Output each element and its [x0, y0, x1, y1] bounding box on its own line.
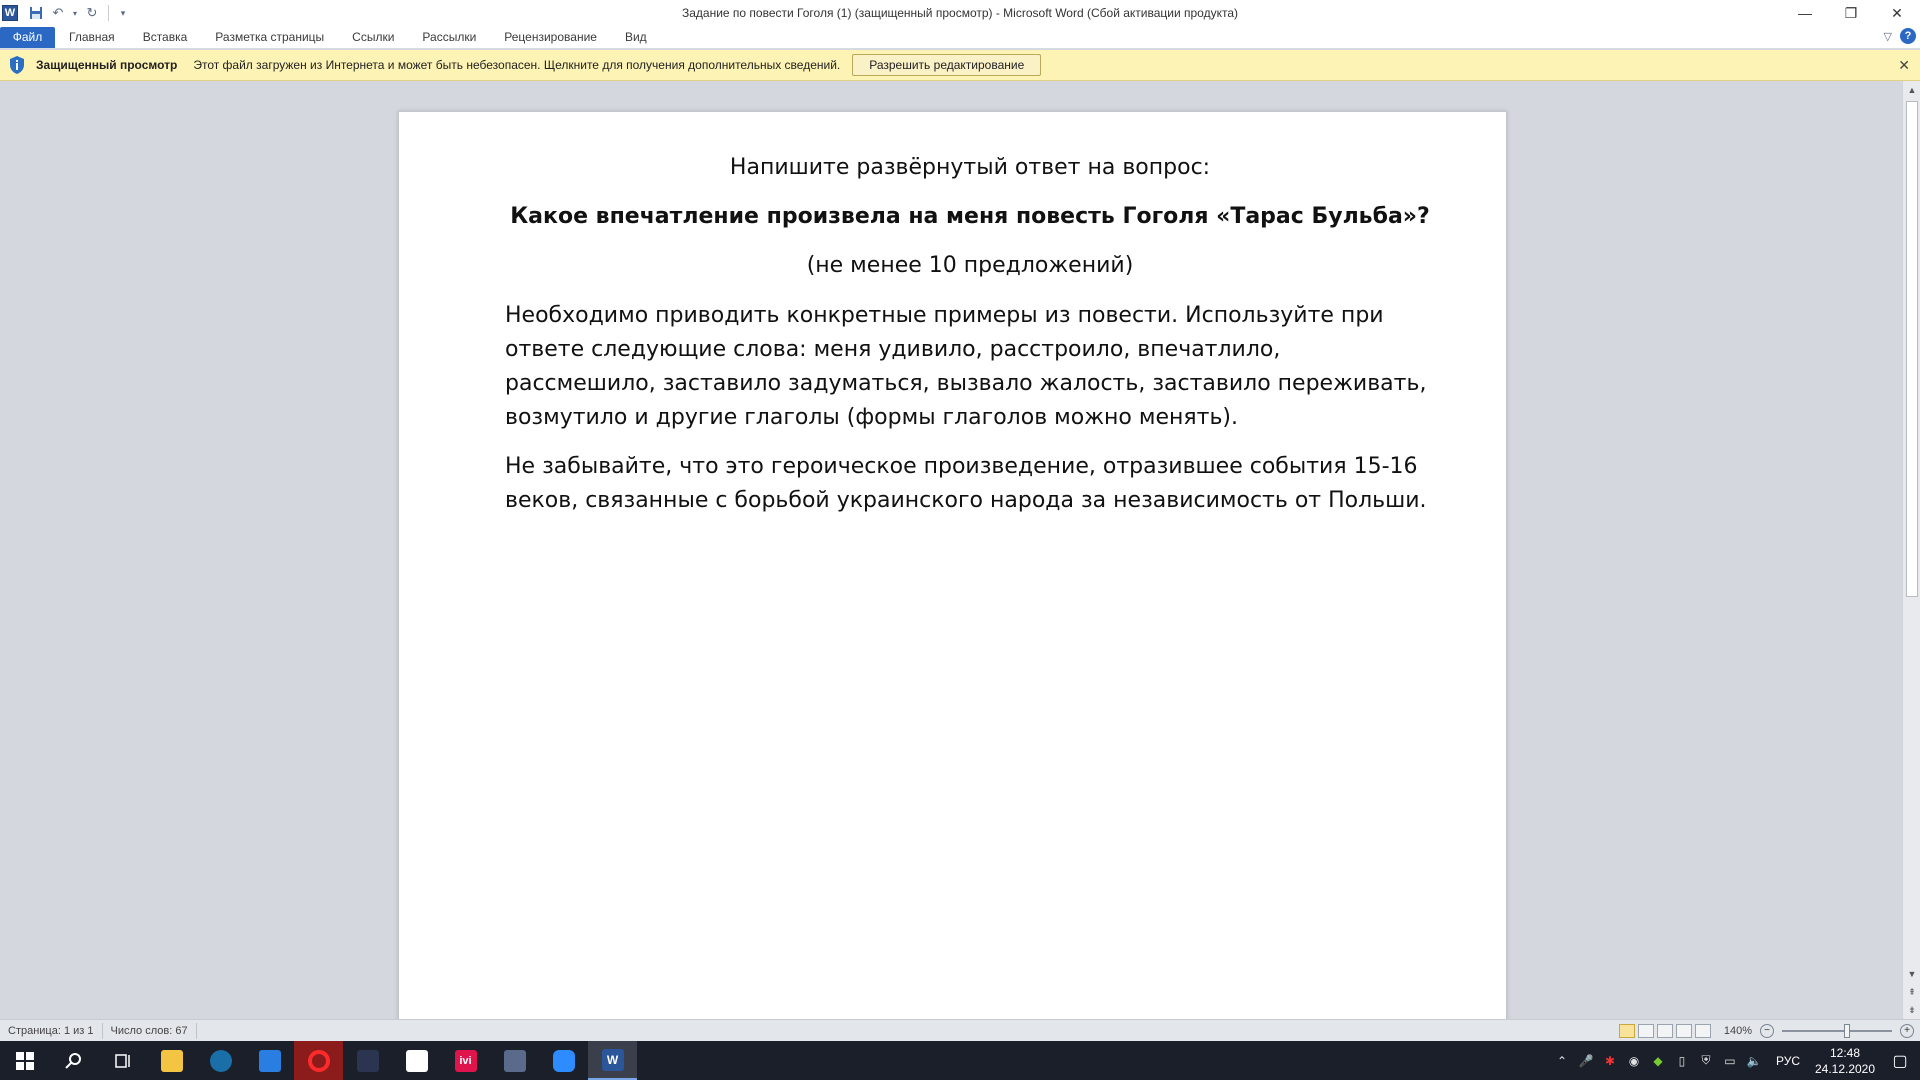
window-controls [1782, 0, 1920, 26]
customize-qat-icon[interactable]: ▾ [120, 7, 126, 18]
language-indicator[interactable]: РУС [1775, 1053, 1800, 1068]
tab-file[interactable]: Файл [0, 27, 55, 48]
word-app-icon[interactable]: W [2, 5, 18, 21]
minimize-icon[interactable]: — [1798, 5, 1812, 21]
ribbon-right-controls [1884, 28, 1916, 44]
ivi-icon[interactable]: ivi [441, 1041, 490, 1080]
protected-view-bar [0, 50, 1920, 81]
quick-access-toolbar [0, 0, 135, 26]
store-icon[interactable] [392, 1041, 441, 1080]
volume-icon[interactable]: 🔈 [1746, 1053, 1762, 1068]
view-zoom-controls [1619, 1020, 1914, 1042]
protected-view-title: Защищенный просмотр [36, 58, 178, 72]
qat-separator [108, 5, 109, 21]
tab-review[interactable]: Рецензирование [504, 30, 597, 44]
clock-date: 24.12.2020 [1814, 1061, 1876, 1076]
taskbar [0, 1041, 1920, 1080]
steam-icon[interactable] [196, 1041, 245, 1080]
scroll-up-icon[interactable]: ▲ [1907, 85, 1917, 95]
undo-icon[interactable]: ↶ [52, 5, 64, 20]
tray-app-red-icon[interactable]: ✱ [1604, 1053, 1615, 1068]
notifications-icon[interactable]: ▢ [1892, 1052, 1908, 1070]
mail-icon[interactable] [245, 1041, 294, 1080]
tab-view[interactable]: Вид [624, 30, 647, 44]
web-layout-view-icon[interactable] [1657, 1024, 1673, 1038]
task-view-icon[interactable] [98, 1041, 147, 1080]
next-page-icon[interactable]: ⇟ [1908, 1004, 1916, 1015]
expand-ribbon-icon[interactable]: ▽ [1883, 30, 1892, 43]
body-paragraph-2: Не забывайте, что это героическое произведение, отразившее события 15-16 веков, связанные с борьбой украинского народа за независимость от Польши. [505, 454, 1427, 513]
instruction-line: Напишите развёрнутый ответ на вопрос: [729, 155, 1211, 180]
tab-page-layout[interactable]: Разметка страницы [215, 30, 325, 44]
zoom-icon[interactable] [539, 1041, 588, 1080]
document-page[interactable] [398, 111, 1507, 1019]
undo-dropdown-icon[interactable]: ▾ [72, 8, 77, 18]
window-title: Задание по повести Гоголя (1) (защищенный просмотр) - Microsoft Word (Сбой активации продукта) [681, 6, 1239, 20]
clock-time: 12:48 [1829, 1045, 1861, 1060]
word-count[interactable]: Число слов: 67 [103, 1023, 197, 1039]
tab-insert[interactable]: Вставка [142, 30, 188, 44]
tab-mailings[interactable]: Рассылки [422, 30, 477, 44]
body-paragraph-1: Необходимо приводить конкретные примеры из повести. Используйте при ответе следующие слова: меня удивило, расстроило, впечатлило, рассмешило, заставило задуматься, вызвало жалость, заставило переживать, возмутило и другие глаголы (формы глаголов можно менять). [505, 303, 1427, 430]
help-icon[interactable]: ? [1900, 28, 1916, 44]
draft-view-icon[interactable] [1695, 1024, 1711, 1038]
tab-references[interactable]: Ссылки [352, 30, 395, 44]
ribbon-tabs [0, 26, 1920, 49]
photos-icon[interactable] [490, 1041, 539, 1080]
network-icon[interactable]: ▭ [1724, 1053, 1736, 1068]
enable-editing-button[interactable]: Разрешить редактирование [852, 54, 1041, 76]
protected-view-message[interactable]: Этот файл загружен из Интернета и может быть небезопасен. Щелкните для получения дополнительных сведений. [193, 58, 841, 72]
zoom-out-icon[interactable]: − [1760, 1024, 1774, 1038]
scroll-thumb[interactable] [1906, 101, 1918, 597]
word-icon[interactable]: W [588, 1041, 637, 1080]
save-icon[interactable] [26, 3, 46, 23]
question-heading: Какое впечатление произвела на меня повесть Гоголя «Тарас Бульба»? [510, 204, 1430, 229]
outline-view-icon[interactable] [1676, 1024, 1692, 1038]
security-icon[interactable]: ⛨ [1701, 1053, 1711, 1067]
print-layout-view-icon[interactable] [1619, 1024, 1635, 1038]
file-explorer-icon[interactable] [147, 1041, 196, 1080]
redo-icon[interactable]: ↻ [86, 5, 98, 20]
vertical-scrollbar[interactable] [1902, 81, 1920, 1019]
tray-app-green-icon[interactable]: ◆ [1653, 1053, 1663, 1068]
document-area [0, 81, 1902, 1019]
zoom-slider[interactable] [1782, 1030, 1892, 1032]
title-bar [0, 0, 1920, 26]
search-icon[interactable] [49, 1041, 98, 1080]
opera-icon[interactable] [294, 1041, 343, 1080]
status-bar [0, 1019, 1920, 1041]
full-screen-reading-view-icon[interactable] [1638, 1024, 1654, 1038]
usb-icon[interactable]: ▯ [1678, 1053, 1686, 1068]
close-bar-icon[interactable]: ✕ [1898, 57, 1910, 73]
zoom-level[interactable]: 140% [1723, 1025, 1752, 1037]
clock[interactable] [1810, 1045, 1880, 1077]
start-icon[interactable] [0, 1041, 49, 1080]
game-icon[interactable] [343, 1041, 392, 1080]
close-icon[interactable]: ✕ [1891, 4, 1903, 21]
zoom-in-icon[interactable]: + [1900, 1024, 1914, 1038]
scroll-down-icon[interactable]: ▼ [1907, 969, 1917, 979]
page-count[interactable]: Страница: 1 из 1 [0, 1023, 103, 1039]
system-tray [1550, 1041, 1920, 1080]
scroll-bottom-controls [1903, 965, 1920, 1019]
previous-page-icon[interactable]: ⇞ [1908, 986, 1916, 997]
microphone-icon[interactable]: 🎤 [1578, 1053, 1594, 1068]
shield-icon [8, 55, 26, 75]
chevron-up-icon[interactable]: ⌃ [1556, 1053, 1567, 1068]
tab-home[interactable]: Главная [69, 30, 115, 44]
steam-tray-icon[interactable]: ◉ [1628, 1053, 1640, 1068]
length-requirement: (не менее 10 предложений) [806, 253, 1134, 278]
document-content [505, 152, 1435, 533]
restore-icon[interactable]: ❐ [1844, 4, 1858, 21]
zoom-slider-thumb[interactable] [1844, 1024, 1850, 1038]
